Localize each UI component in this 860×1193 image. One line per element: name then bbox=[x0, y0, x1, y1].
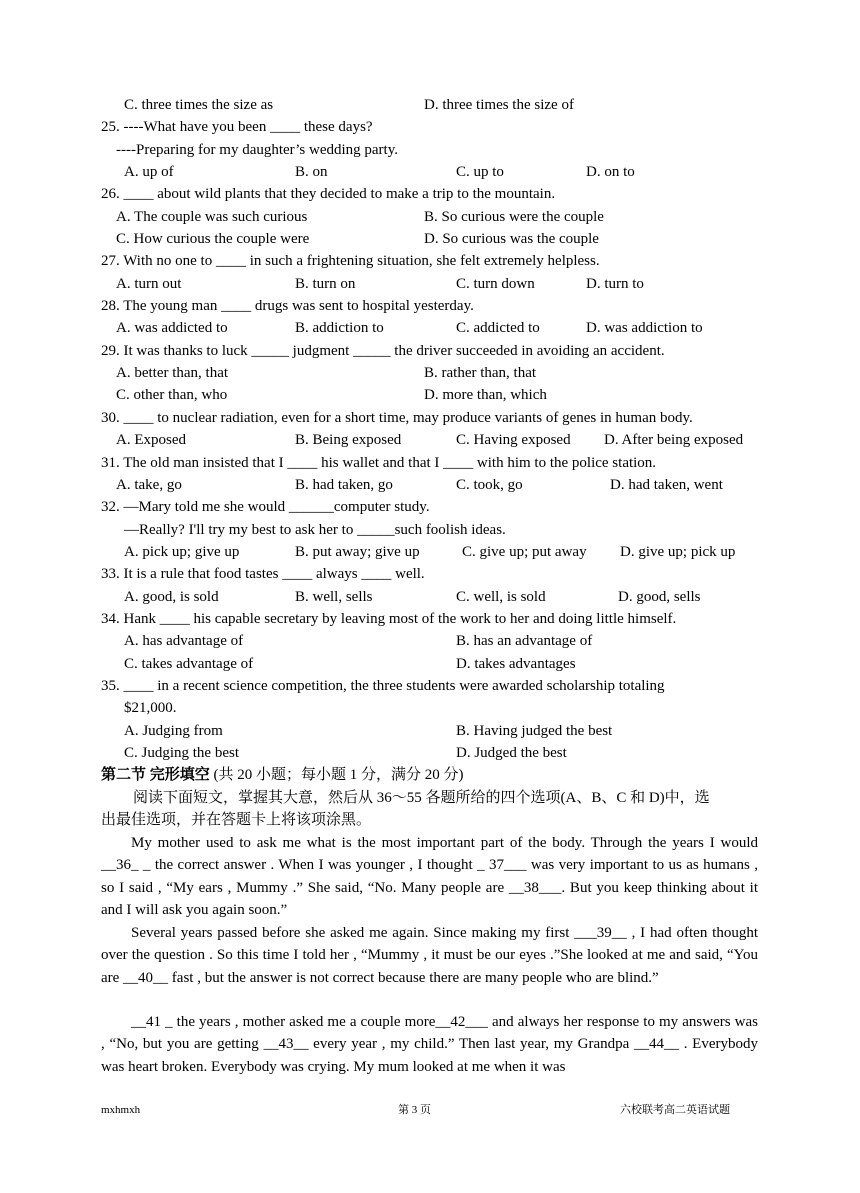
q31-option-c: C. took, go bbox=[456, 477, 523, 493]
q34-option-c: C. takes advantage of bbox=[124, 656, 254, 672]
q28-option-d: D. was addiction to bbox=[586, 320, 703, 336]
q26-stem: 26. ____ about wild plants that they decided to make a trip to the mountain. bbox=[101, 186, 556, 202]
q26-option-c: C. How curious the couple were bbox=[116, 231, 310, 247]
q30-option-d: D. After being exposed bbox=[604, 432, 744, 448]
q28-option-b: B. addiction to bbox=[295, 320, 384, 336]
q33-stem: 33. It is a rule that food tastes ____ always ____ well. bbox=[101, 566, 425, 582]
q35-stem-line1: 35. ____ in a recent science competition, the three students were awarded scholarship totaling bbox=[101, 678, 665, 694]
q31-option-d: D. had taken, went bbox=[610, 477, 723, 493]
q31-stem: 31. The old man insisted that I ____ his wallet and that I ____ with him to the police station. bbox=[101, 455, 657, 471]
q27-option-d: D. turn to bbox=[586, 276, 644, 292]
q32-stem: 32. —Mary told me she would ______computer study. bbox=[101, 499, 430, 515]
q29-option-a: A. better than, that bbox=[116, 365, 229, 381]
q32-option-b: B. put away; give up bbox=[295, 544, 420, 560]
q35-stem-line2: $21,000. bbox=[124, 700, 177, 716]
q28-option-a: A. was addicted to bbox=[116, 320, 228, 336]
q28-stem: 28. The young man ____ drugs was sent to hospital yesterday. bbox=[101, 298, 474, 314]
section-instruction-line1: 阅读下面短文，掌握其大意，然后从 36～55 各题所给的四个选项(A、B、C 和 D)中，选 bbox=[133, 790, 710, 806]
passage-paragraph-3: __41 _ the years , mother asked me a couple more__42___ and always her response to my answers was , “No, but you are getting __43__ every year , my child.” Then last year, my Grandpa __44__ . Everybody was heart broken. Everybody was crying. My mum looked at me when it was bbox=[101, 1014, 758, 1075]
q35-option-c: C. Judging the best bbox=[124, 745, 239, 761]
q27-option-a: A. turn out bbox=[116, 276, 182, 292]
q34-option-d: D. takes advantages bbox=[456, 656, 576, 672]
footer-left: mxhmxh bbox=[101, 1104, 141, 1116]
q27-option-c: C. turn down bbox=[456, 276, 535, 292]
q24-option-c: C. three times the size as bbox=[124, 97, 274, 113]
q34-option-a: A. has advantage of bbox=[124, 633, 244, 649]
q33-option-a: A. good, is sold bbox=[124, 589, 219, 605]
q35-option-a: A. Judging from bbox=[124, 723, 223, 739]
q28-option-c: C. addicted to bbox=[456, 320, 540, 336]
q31-option-a: A. take, go bbox=[116, 477, 182, 493]
q26-option-b: B. So curious were the couple bbox=[424, 209, 604, 225]
q30-stem: 30. ____ to nuclear radiation, even for a short time, may produce variants of genes in human body. bbox=[101, 410, 693, 426]
passage-paragraph-2: Several years passed before she asked me again. Since making my first ___39__ , I had often thought over the question . So this time I told her , “Mummy , it must be our eyes .”She looked at me and said, “You are __40__ fast , but the answer is not correct because there are many people who are blind.” bbox=[101, 925, 758, 986]
q35-option-b: B. Having judged the best bbox=[456, 723, 613, 739]
section-header bbox=[101, 765, 464, 785]
q24-option-d: D. three times the size of bbox=[424, 97, 574, 113]
q29-option-b: B. rather than, that bbox=[424, 365, 537, 381]
passage-paragraph-1: My mother used to ask me what is the most important part of the body. Through the years I would __36_ _ the correct answer . When I was younger , I thought _ 37___ was very important to us as humans , so I said , “My ears , Mummy .” She said, “No. Many people are __38___. But you keep thinking about it and I will ask you again soon.” bbox=[101, 835, 758, 919]
q25-stem: 25. ----What have you been ____ these days? bbox=[101, 119, 373, 135]
q33-option-b: B. well, sells bbox=[295, 589, 373, 605]
q25-reply: ----Preparing for my daughter’s wedding party. bbox=[116, 142, 398, 158]
q33-option-c: C. well, is sold bbox=[456, 589, 546, 605]
q25-option-d: D. on to bbox=[586, 164, 635, 180]
q32-option-d: D. give up; pick up bbox=[620, 544, 736, 560]
q25-option-b: B. on bbox=[295, 164, 328, 180]
q34-option-b: B. has an advantage of bbox=[456, 633, 593, 649]
q30-option-a: A. Exposed bbox=[116, 432, 186, 448]
footer-right: 六校联考高二英语试题 bbox=[620, 1104, 730, 1116]
q30-option-b: B. Being exposed bbox=[295, 432, 402, 448]
q32-reply: —Really? I'll try my best to ask her to _____such foolish ideas. bbox=[124, 522, 506, 538]
q29-option-c: C. other than, who bbox=[116, 387, 228, 403]
q35-option-d: D. Judged the best bbox=[456, 745, 567, 761]
q31-option-b: B. had taken, go bbox=[295, 477, 393, 493]
section-instruction-line2: 出最佳选项，并在答题卡上将该项涂黑。 bbox=[101, 812, 372, 828]
q29-option-d: D. more than, which bbox=[424, 387, 547, 403]
q27-option-b: B. turn on bbox=[295, 276, 356, 292]
footer-page-number: 第 3 页 bbox=[398, 1104, 431, 1116]
q30-option-c: C. Having exposed bbox=[456, 432, 571, 448]
q26-option-d: D. So curious was the couple bbox=[424, 231, 599, 247]
q29-stem: 29. It was thanks to luck _____ judgment _____ the driver succeeded in avoiding an accident. bbox=[101, 343, 665, 359]
q34-stem: 34. Hank ____ his capable secretary by leaving most of the work to her and doing little himself. bbox=[101, 611, 677, 627]
q25-option-a: A. up of bbox=[124, 164, 174, 180]
q32-option-c: C. give up; put away bbox=[462, 544, 587, 560]
section-info: (共 20 小题；每小题 1 分，满分 20 分) bbox=[213, 767, 464, 783]
q27-stem: 27. With no one to ____ in such a frightening situation, she felt extremely helpless. bbox=[101, 253, 600, 269]
q26-option-a: A. The couple was such curious bbox=[116, 209, 308, 225]
section-title: 第二节 完形填空 bbox=[101, 767, 210, 783]
q32-option-a: A. pick up; give up bbox=[124, 544, 240, 560]
q25-option-c: C. up to bbox=[456, 164, 504, 180]
q33-option-d: D. good, sells bbox=[618, 589, 701, 605]
